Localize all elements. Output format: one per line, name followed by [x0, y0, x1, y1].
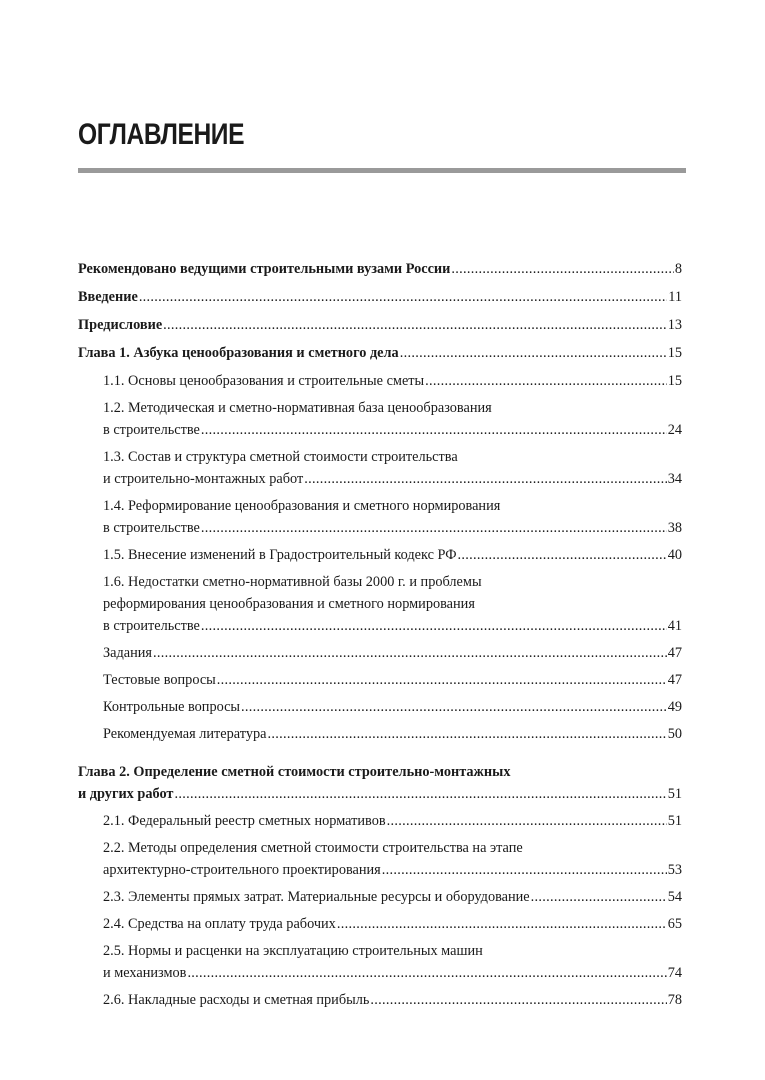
dot-leader: [241, 696, 667, 718]
toc-section-entry[interactable]: [78, 913, 682, 935]
dot-leader: [174, 783, 666, 805]
toc-page-number: 74: [667, 965, 682, 981]
toc-entry-line: [103, 642, 682, 664]
dot-leader: [425, 370, 667, 392]
dot-leader: [201, 517, 667, 539]
toc-entry-title-line: 1.2. Методическая и сметно-нормативная база ценообразования: [103, 400, 492, 416]
toc-entry-title: архитектурно-строительного проектирования: [103, 862, 381, 878]
toc-entry-line: [103, 962, 682, 984]
toc-section-entry[interactable]: [78, 886, 682, 908]
toc-section-entry[interactable]: [78, 370, 682, 392]
toc-page-number: 54: [667, 889, 682, 905]
toc-chapter-entry[interactable]: [78, 342, 682, 364]
toc-page-number: 8: [674, 261, 682, 277]
toc-section-entry[interactable]: [78, 837, 682, 881]
toc-entry-title-line: 1.4. Реформирование ценообразования и сметного нормирования: [103, 498, 501, 514]
toc-page-number: 13: [667, 317, 682, 333]
toc-entry-title: и механизмов: [103, 965, 187, 981]
toc-page-number: 24: [667, 422, 682, 438]
toc-entry-line: [103, 370, 682, 392]
toc-page-number: 47: [667, 672, 682, 688]
toc-entry-title: и строительно-монтажных работ: [103, 471, 304, 487]
toc-page-number: 65: [667, 916, 682, 932]
toc-entry-line: [103, 696, 682, 718]
toc-entry-title: Рекомендуемая литература: [103, 726, 267, 742]
dot-leader: [187, 962, 666, 984]
toc-entry-title: Тестовые вопросы: [103, 672, 216, 688]
dot-leader: [163, 314, 667, 336]
toc-entry-title: 1.1. Основы ценообразования и строительные сметы: [103, 373, 425, 389]
toc-page-number: 78: [667, 992, 682, 1008]
dot-leader: [400, 342, 667, 364]
toc-page-number: 11: [668, 289, 682, 305]
dot-leader: [370, 989, 666, 1011]
dot-leader: [201, 615, 667, 637]
page-title: ОГЛАВЛЕНИЕ: [78, 118, 245, 151]
toc-entry-title: в строительстве: [103, 520, 200, 536]
toc-section-entry[interactable]: [78, 397, 682, 441]
toc-section-entry[interactable]: [78, 696, 682, 718]
dot-leader: [451, 258, 673, 280]
toc-page-number: 47: [667, 645, 682, 661]
toc-section-entry[interactable]: [78, 669, 682, 691]
toc-entry-line: [78, 314, 682, 336]
toc-section-entry[interactable]: [78, 723, 682, 745]
toc-page-number: 38: [667, 520, 682, 536]
toc-section-entry[interactable]: [78, 810, 682, 832]
toc-page-number: 40: [667, 547, 682, 563]
toc-entry-line: [103, 544, 682, 566]
toc-entry-line: [103, 989, 682, 1011]
toc-entry-line: [103, 723, 682, 745]
dot-leader: [267, 723, 666, 745]
toc-page-number: 15: [667, 373, 682, 389]
toc-entry-title-line: 2.5. Нормы и расценки на эксплуатацию строительных машин: [103, 943, 483, 959]
toc-top-entry[interactable]: [78, 258, 682, 280]
toc-entry-title-line: 1.3. Состав и структура сметной стоимости строительства: [103, 449, 458, 465]
toc-entry-line: [103, 615, 682, 637]
toc-entry-line: [78, 286, 682, 308]
dot-leader: [458, 544, 667, 566]
toc-entry-title: Введение: [78, 289, 138, 305]
toc-entry-line: [103, 810, 682, 832]
dot-leader: [382, 859, 667, 881]
toc-entry-title: Рекомендовано ведущими строительными вузами России: [78, 261, 451, 277]
toc-entry-title: в строительстве: [103, 618, 200, 634]
toc-page-number: 34: [667, 471, 682, 487]
toc-entry-title: и других работ: [78, 786, 174, 802]
dot-leader: [387, 810, 667, 832]
toc-section-entry[interactable]: [78, 495, 682, 539]
toc-entry-line: [103, 669, 682, 691]
toc-entry-title-line: реформирования ценообразования и сметного нормирования: [103, 596, 475, 612]
toc-entry-title: Контрольные вопросы: [103, 699, 241, 715]
toc-top-entry[interactable]: [78, 314, 682, 336]
toc-entry-title: Глава 1. Азбука ценообразования и сметного дела: [78, 345, 399, 361]
toc-top-entry[interactable]: [78, 286, 682, 308]
toc-page-number: 41: [667, 618, 682, 634]
title-underline-rule: [78, 168, 686, 173]
dot-leader: [304, 468, 667, 490]
dot-leader: [217, 669, 667, 691]
toc-page-number: 51: [667, 786, 682, 802]
table-of-contents: [78, 258, 682, 1011]
dot-leader: [153, 642, 667, 664]
toc-entry-title: 2.6. Накладные расходы и сметная прибыль: [103, 992, 370, 1008]
toc-entry-title: Предисловие: [78, 317, 163, 333]
toc-entry-line: [103, 419, 682, 441]
toc-entry-line: [78, 342, 682, 364]
dot-leader: [531, 886, 667, 908]
toc-entry-line: [103, 468, 682, 490]
toc-chapter-entry[interactable]: [78, 761, 682, 805]
toc-page-number: 15: [667, 345, 682, 361]
toc-section-entry[interactable]: [78, 989, 682, 1011]
toc-entry-title: в строительстве: [103, 422, 200, 438]
toc-entry-title: 2.4. Средства на оплату труда рабочих: [103, 916, 336, 932]
toc-entry-title: 1.5. Внесение изменений в Градостроительный кодекс РФ: [103, 547, 457, 563]
toc-section-entry[interactable]: [78, 642, 682, 664]
toc-entry-title: 2.3. Элементы прямых затрат. Материальные ресурсы и оборудование: [103, 889, 530, 905]
toc-page-number: 51: [667, 813, 682, 829]
toc-entry-line: [78, 258, 682, 280]
toc-section-entry[interactable]: [78, 446, 682, 490]
dot-leader: [337, 913, 667, 935]
toc-entry-line: [103, 859, 682, 881]
toc-section-entry[interactable]: [78, 940, 682, 984]
toc-entry-line: [78, 783, 682, 805]
toc-section-entry[interactable]: [78, 571, 682, 637]
toc-entry-line: [103, 886, 682, 908]
toc-entry-title-line: 2.2. Методы определения сметной стоимости строительства на этапе: [103, 840, 523, 856]
toc-entry-title-line: Глава 2. Определение сметной стоимости строительно-монтажных: [78, 764, 511, 780]
dot-leader: [201, 419, 667, 441]
toc-entry-line: [103, 913, 682, 935]
toc-page-number: 53: [667, 862, 682, 878]
toc-section-entry[interactable]: [78, 544, 682, 566]
toc-entry-line: [103, 517, 682, 539]
toc-page-number: 49: [667, 699, 682, 715]
toc-entry-title: Задания: [103, 645, 153, 661]
toc-page-number: 50: [667, 726, 682, 742]
dot-leader: [139, 286, 667, 308]
toc-entry-title-line: 1.6. Недостатки сметно-нормативной базы 2000 г. и проблемы: [103, 574, 482, 590]
toc-entry-title: 2.1. Федеральный реестр сметных нормативов: [103, 813, 386, 829]
